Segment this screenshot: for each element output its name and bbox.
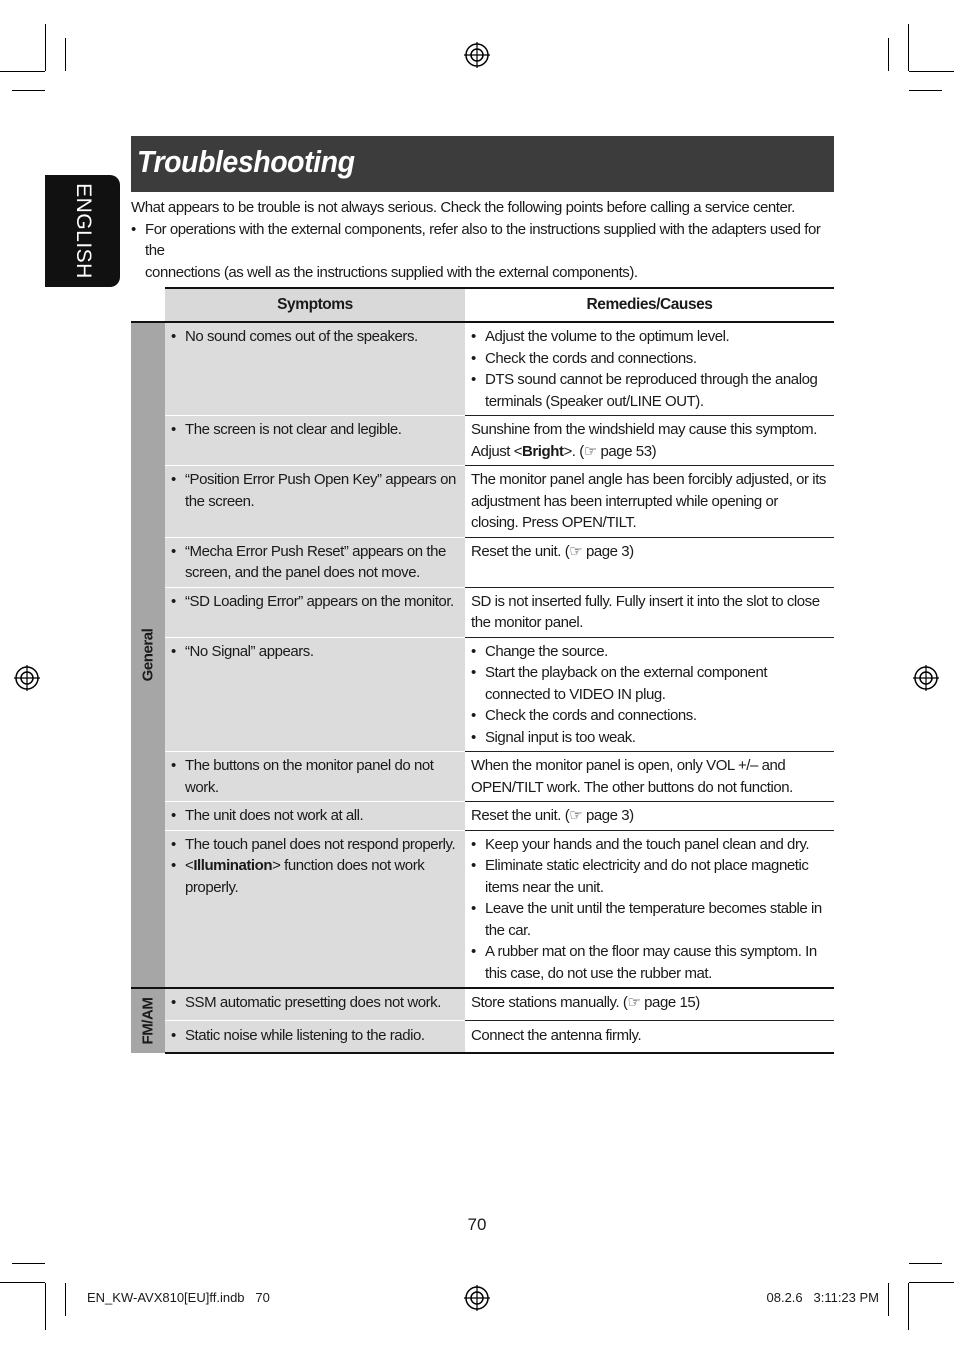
remedy-cell <box>465 802 834 831</box>
remedy-text: page 53) <box>596 442 657 460</box>
remedy-text: Reset the unit. ( <box>471 542 570 560</box>
symptom-text: The buttons on the monitor panel do not work. <box>185 757 434 796</box>
crop-mark <box>65 38 66 71</box>
page-reference-icon: ☞ <box>627 994 641 1011</box>
crop-mark <box>888 1283 889 1316</box>
crop-mark <box>12 1263 45 1264</box>
table-row <box>131 830 834 988</box>
page-reference-icon: ☞ <box>583 442 597 460</box>
remedy-cell <box>465 537 834 587</box>
symptom-setting-name: Illumination <box>193 857 273 874</box>
symptom-text: > function does not work properly. <box>185 857 425 896</box>
remedy-text: DTS sound cannot be reproduced through the analog terminals (Speaker out/LINE OUT). <box>485 371 818 410</box>
troubleshooting-table <box>131 287 834 1054</box>
bullet: • <box>131 220 136 238</box>
table-row <box>131 416 834 466</box>
crop-mark <box>0 71 45 72</box>
crop-mark <box>888 38 889 71</box>
table-row <box>131 322 834 416</box>
crop-mark <box>12 90 45 91</box>
page-reference-icon: ☞ <box>569 807 583 824</box>
symptom-cell: • Static noise while listening to the radio. <box>165 1020 465 1053</box>
remedy-text: Store stations manually. ( <box>471 994 628 1011</box>
crop-mark <box>908 1283 909 1330</box>
symptom-cell: • The unit does not work at all. <box>165 802 465 831</box>
remedy-text: Signal input is too weak. <box>485 728 636 746</box>
registration-mark-icon <box>464 42 490 68</box>
remedy-text: >. ( <box>563 442 584 460</box>
symptom-cell: • “Mecha Error Push Reset” appears on the screen, and the panel does not move. <box>165 537 465 587</box>
remedy-cell: SD is not inserted fully. Fully insert it into the slot to close the monitor panel. <box>465 587 834 637</box>
remedy-cell: • Change the source. • Start the playback on the external component connected to VIDEO IN plug. • Check the cords and connections. • Signal input is too weak. <box>465 637 834 752</box>
registration-mark-icon <box>913 665 939 691</box>
table-row <box>131 637 834 752</box>
language-tab <box>45 175 120 287</box>
language-tab-label: ENGLISH <box>71 183 95 279</box>
remedy-text: page 3) <box>582 542 634 560</box>
remedy-cell: • Keep your hands and the touch panel clean and dry. • Eliminate static electricity and do not place magnetic items near the unit. • Leave the unit until the temperature becomes stable in the car. • A rubber mat on the floor may cause this symptom. In this case, do not use the rubber mat. <box>465 830 834 988</box>
symptom-text: SSM automatic presetting does not work. <box>185 994 441 1011</box>
crop-mark <box>909 1263 942 1264</box>
symptom-text: “Mecha Error Push Reset” appears on the screen, and the panel does not move. <box>185 542 446 581</box>
remedy-cell <box>465 988 834 1020</box>
registration-mark-icon <box>464 1285 490 1311</box>
remedy-text: Reset the unit. ( <box>471 807 570 824</box>
registration-mark-icon <box>14 665 40 691</box>
remedy-text: Adjust < <box>471 442 523 460</box>
remedy-text: Adjust the volume to the optimum level. <box>485 328 730 345</box>
header-symptoms: Symptoms <box>165 288 465 322</box>
symptom-cell: • SSM automatic presetting does not work. <box>165 988 465 1020</box>
table-row <box>131 537 834 587</box>
symptom-text: “SD Loading Error” appears on the monitor. <box>185 592 454 610</box>
symptom-cell: • No sound comes out of the speakers. <box>165 322 465 416</box>
table-row <box>131 587 834 637</box>
crop-mark <box>909 71 954 72</box>
category-fm-am <box>131 988 165 1053</box>
symptom-text: The touch panel does not respond properly. <box>185 835 456 853</box>
remedy-text: Check the cords and connections. <box>485 349 697 367</box>
crop-mark <box>45 24 46 71</box>
category-label: FM/AM <box>139 997 157 1045</box>
category-general <box>131 322 165 988</box>
intro <box>131 197 836 283</box>
intro-note-line1: For operations with the external components, refer also to the instructions supplied with the adapters used for the <box>145 220 821 259</box>
crop-mark <box>908 24 909 71</box>
intro-text: What appears to be trouble is not always serious. Check the following points before calling a service center. <box>131 199 795 216</box>
crop-mark <box>909 1282 954 1283</box>
crop-mark <box>909 90 942 91</box>
header-spacer <box>131 288 165 322</box>
symptom-cell: • “SD Loading Error” appears on the monitor. <box>165 587 465 637</box>
remedy-cell: When the monitor panel is open, only VOL +/– and OPEN/TILT work. The other buttons do not function. <box>465 752 834 802</box>
crop-mark <box>65 1283 66 1316</box>
footer-file-info: EN_KW-AVX810[EU]ff.indb 70 <box>87 1290 270 1305</box>
symptom-text: “No Signal” appears. <box>185 642 314 660</box>
remedy-text: Start the playback on the external component connected to VIDEO IN plug. <box>485 664 768 703</box>
symptom-text: < <box>185 857 194 874</box>
remedy-cell <box>465 416 834 466</box>
header-remedies: Remedies/Causes <box>465 288 834 322</box>
title-bar <box>131 136 834 192</box>
footer-timestamp: 08.2.6 3:11:23 PM <box>766 1290 879 1305</box>
remedy-text: page 15) <box>640 994 700 1011</box>
symptom-text: Static noise while listening to the radio. <box>185 1026 425 1044</box>
remedy-cell: The monitor panel angle has been forcibly adjusted, or its adjustment has been interrupted while opening or closing. Press OPEN/TILT. <box>465 466 834 538</box>
symptom-cell: • “No Signal” appears. <box>165 637 465 752</box>
remedy-text: Sunshine from the windshield may cause this symptom. <box>471 421 817 438</box>
page-reference-icon: ☞ <box>569 542 583 560</box>
remedy-text: Change the source. <box>485 642 608 660</box>
crop-mark <box>0 1282 45 1283</box>
remedy-setting-name: Bright <box>522 442 564 460</box>
table-header-row <box>131 288 834 322</box>
page-title: Troubleshooting <box>137 144 355 179</box>
remedy-text: Eliminate static electricity and do not place magnetic items near the unit. <box>485 857 809 896</box>
intro-note-line2: connections (as well as the instructions supplied with the external components). <box>145 263 638 281</box>
remedy-text: Leave the unit until the temperature becomes stable in the car. <box>485 900 822 939</box>
remedy-text: Check the cords and connections. <box>485 707 697 724</box>
symptom-cell: • “Position Error Push Open Key” appears on the screen. <box>165 466 465 538</box>
symptom-cell: • The screen is not clear and legible. <box>165 416 465 466</box>
intro-note <box>131 219 836 284</box>
table-row <box>131 988 834 1020</box>
symptom-text: No sound comes out of the speakers. <box>185 328 418 345</box>
remedy-text: Keep your hands and the touch panel clean and dry. <box>485 835 810 853</box>
symptom-cell: • The buttons on the monitor panel do not work. <box>165 752 465 802</box>
crop-mark <box>45 1283 46 1330</box>
page-number: 70 <box>467 1215 487 1234</box>
symptom-cell: • The touch panel does not respond properly. • <Illumination> function does not work properly. <box>165 830 465 988</box>
table-row <box>131 802 834 831</box>
table-row <box>131 752 834 802</box>
symptom-text: The screen is not clear and legible. <box>185 421 402 438</box>
symptom-text: The unit does not work at all. <box>185 807 364 824</box>
remedy-text: A rubber mat on the floor may cause this symptom. In this case, do not use the rubber mat. <box>485 943 817 982</box>
table-row <box>131 1020 834 1053</box>
remedy-cell: Connect the antenna firmly. <box>465 1020 834 1053</box>
table-row <box>131 466 834 538</box>
remedy-cell: • Adjust the volume to the optimum level. • Check the cords and connections. • DTS sound cannot be reproduced through the analog terminals (Speaker out/LINE OUT). <box>465 322 834 416</box>
remedy-text: page 3) <box>582 807 634 824</box>
category-label: General <box>139 628 157 682</box>
symptom-text: “Position Error Push Open Key” appears on the screen. <box>185 471 456 510</box>
